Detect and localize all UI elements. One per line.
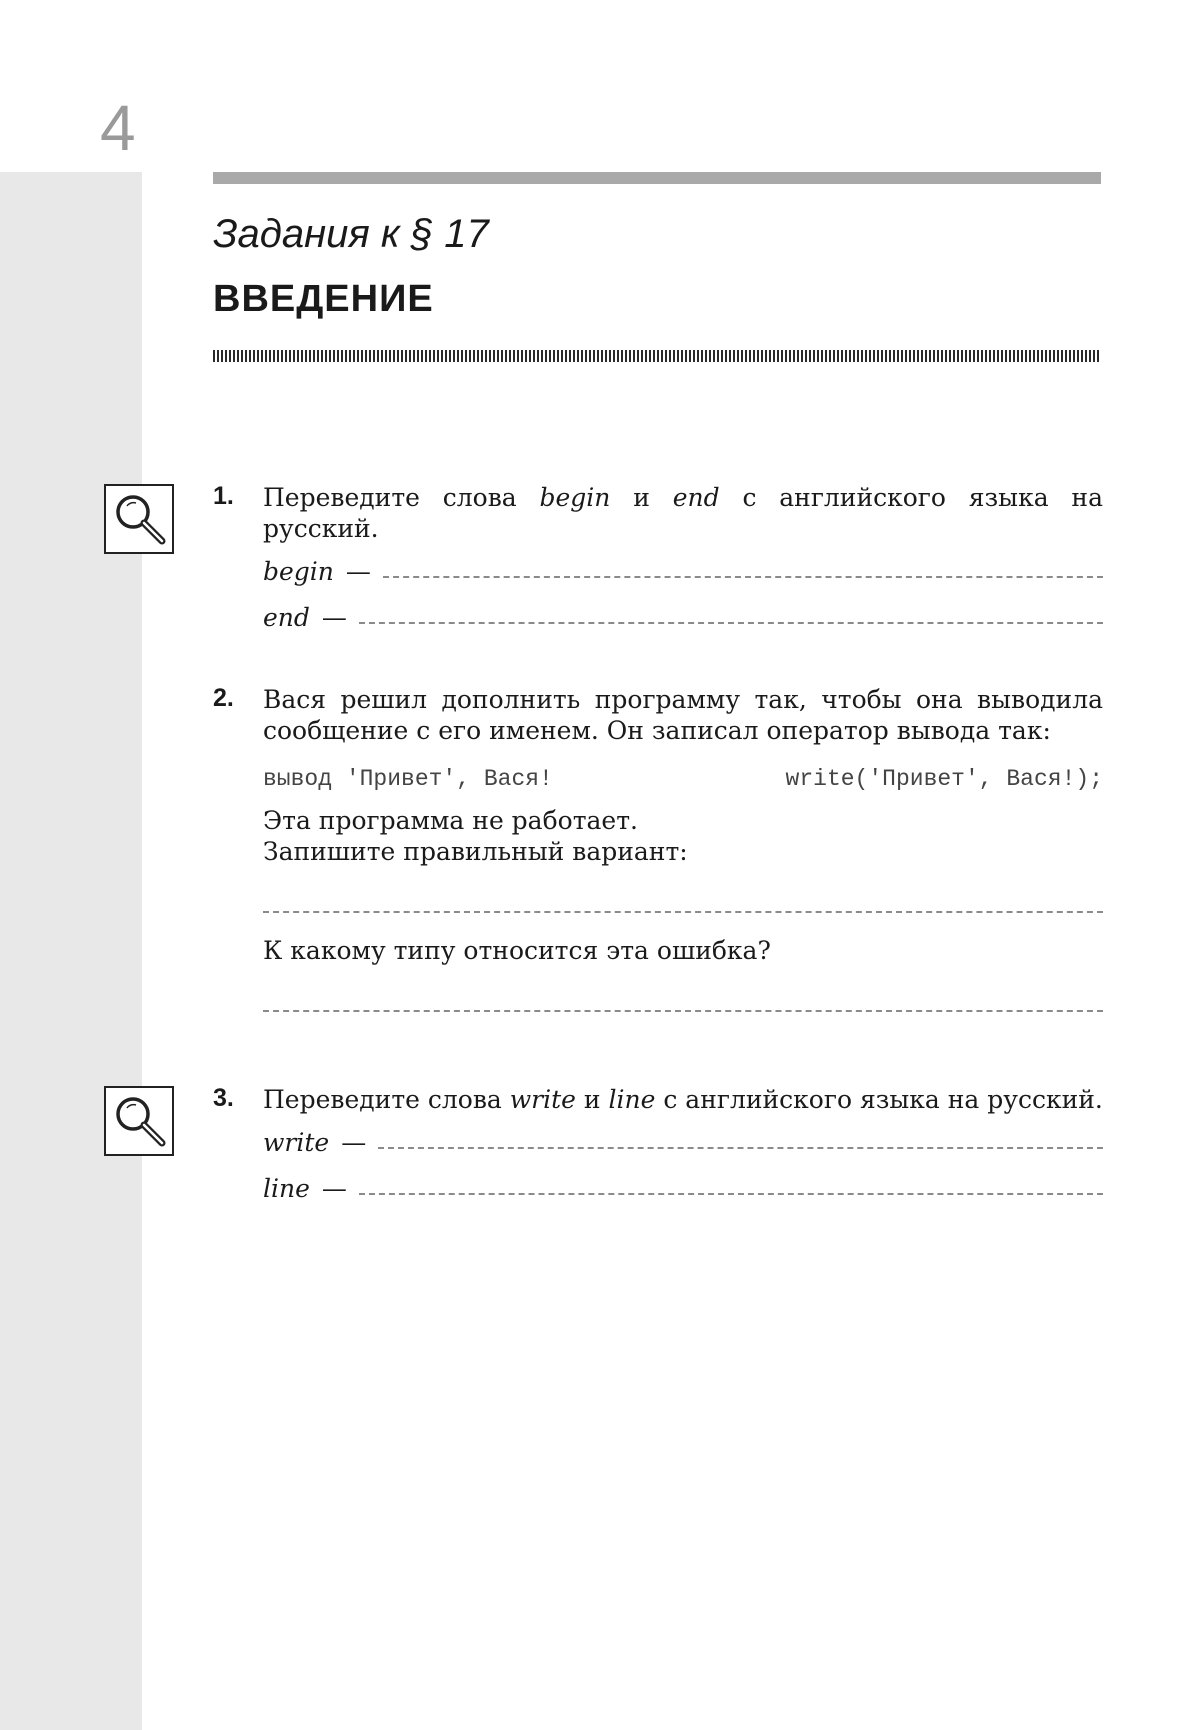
answer-row (263, 602, 1103, 648)
decorative-rule (213, 350, 1101, 362)
dash: — (341, 1128, 367, 1157)
code-pseudocode: вывод 'Привет', Вася! (263, 766, 553, 792)
answer-label: end (263, 603, 310, 632)
answer-field[interactable] (263, 1010, 1103, 1012)
magnifier-icon (104, 484, 174, 554)
text-fragment: с английского языка на русский. (263, 483, 1103, 543)
dash: — (321, 603, 347, 632)
text-fragment: Переведите слова (263, 1085, 510, 1114)
dash: — (321, 1174, 347, 1203)
task-text (263, 1084, 1103, 1115)
dash: — (345, 557, 371, 586)
text-fragment: Переведите слова (263, 483, 540, 512)
code-example (263, 764, 1103, 795)
code-pascal: write('Привет', Вася!); (785, 766, 1103, 792)
answer-field[interactable] (383, 576, 1103, 578)
magnifier-icon (104, 1086, 174, 1156)
task-body (263, 482, 1103, 648)
answer-row (263, 1173, 1103, 1219)
task-text (263, 482, 1103, 544)
text-fragment: с английского языка на русский. (655, 1085, 1103, 1114)
header-bar (213, 172, 1101, 184)
term-word: end (672, 483, 720, 512)
term-word: begin (539, 483, 611, 512)
chapter-number: 4 (100, 92, 136, 164)
answer-row (263, 556, 1103, 602)
term-word: line (608, 1085, 656, 1114)
task-instruction: Запишите правильный вариант: (263, 837, 688, 866)
answer-field[interactable] (378, 1147, 1103, 1149)
text-fragment: и (575, 1085, 609, 1114)
task-body (263, 684, 1103, 1012)
task-text: Вася решил дополнить программу так, чтобы она выводила сообщение с его именем. Он записал оператор вывода так: (263, 685, 1103, 745)
task-number: 1. (213, 482, 234, 510)
answer-field[interactable] (359, 1193, 1103, 1195)
task-number: 2. (213, 684, 234, 712)
text-fragment: и (610, 483, 673, 512)
answer-label: line (263, 1174, 310, 1203)
side-margin-strip (0, 172, 142, 1730)
answer-label: write (263, 1128, 330, 1157)
task-question: К какому типу относится эта ошибка? (263, 936, 771, 965)
task-number: 3. (213, 1084, 234, 1112)
section-subtitle: Задания к § 17 (213, 212, 489, 256)
section-title: ВВЕДЕНИЕ (213, 278, 434, 320)
task-body (263, 1084, 1103, 1219)
task-note: Эта программа не работает. (263, 806, 638, 835)
term-word: write (509, 1085, 576, 1114)
answer-row (263, 1127, 1103, 1173)
answer-label: begin (263, 557, 334, 586)
answer-field[interactable] (359, 622, 1103, 624)
